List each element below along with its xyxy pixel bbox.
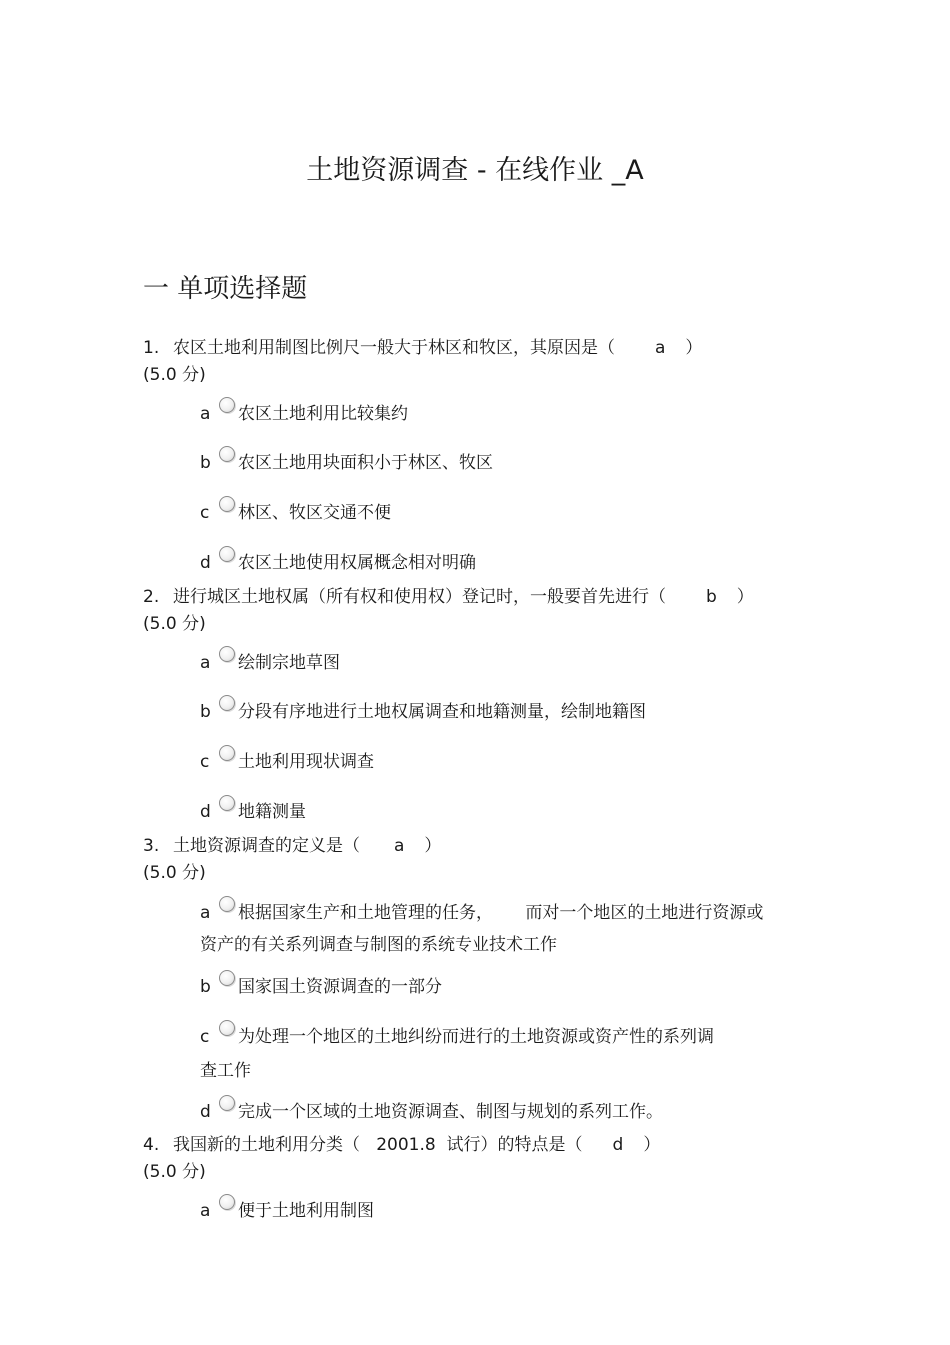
- close-paren: ）: [424, 836, 442, 856]
- question-score: (5.0 分): [143, 365, 206, 385]
- option-letter: a: [200, 653, 211, 673]
- option-3c-continuation: 查工作: [200, 1061, 251, 1081]
- question-text: 土地资源调查的定义是（: [173, 836, 360, 856]
- question-text: 农区土地利用制图比例尺一般大于林区和牧区，其原因是（: [173, 338, 615, 358]
- option-2c[interactable]: [200, 745, 374, 772]
- radio-button[interactable]: [219, 1095, 235, 1111]
- radio-button[interactable]: [219, 745, 235, 761]
- question-score: (5.0 分): [143, 863, 206, 883]
- question-number: 3.: [143, 836, 160, 856]
- question-number: 4.: [143, 1135, 160, 1155]
- close-paren: ）: [643, 1135, 661, 1155]
- option-letter: b: [200, 453, 211, 473]
- question-number: 1.: [143, 338, 160, 358]
- option-text: 农区土地用块面积小于林区、牧区: [238, 453, 493, 473]
- option-3c[interactable]: [200, 1020, 714, 1047]
- radio-button[interactable]: [219, 496, 235, 512]
- option-text: 土地利用现状调查: [238, 752, 374, 772]
- answer-letter: b: [706, 587, 717, 607]
- option-text: 便于土地利用制图: [238, 1201, 374, 1221]
- answer-letter: a: [394, 836, 405, 856]
- option-3a-continuation: 资产的有关系列调查与制图的系统专业技术工作: [200, 935, 557, 955]
- section-heading: 一 单项选择题: [143, 274, 308, 304]
- option-letter: b: [200, 702, 211, 722]
- option-1c[interactable]: [200, 496, 391, 523]
- question-score: (5.0 分): [143, 614, 206, 634]
- option-2d[interactable]: [200, 795, 306, 822]
- option-text: 国家国土资源调查的一部分: [238, 977, 442, 997]
- question-number: 2.: [143, 587, 160, 607]
- radio-button[interactable]: [219, 546, 235, 562]
- question-1: [143, 333, 702, 358]
- close-paren: ）: [736, 587, 754, 607]
- radio-button[interactable]: [219, 646, 235, 662]
- question-score: (5.0 分): [143, 1162, 206, 1182]
- option-letter: a: [200, 903, 211, 923]
- option-3a[interactable]: [200, 896, 763, 923]
- option-text: 农区土地利用比较集约: [238, 404, 408, 424]
- option-text: 农区土地使用权属概念相对明确: [238, 553, 476, 573]
- radio-button[interactable]: [219, 397, 235, 413]
- close-paren: ）: [685, 338, 703, 358]
- option-1a[interactable]: [200, 397, 408, 424]
- option-letter: d: [200, 1102, 211, 1122]
- radio-button[interactable]: [219, 970, 235, 986]
- radio-button[interactable]: [219, 1020, 235, 1036]
- answer-letter: a: [655, 338, 666, 358]
- option-text: 绘制宗地草图: [238, 653, 340, 673]
- page-title: 土地资源调查 - 在线作业 _A: [306, 155, 644, 186]
- option-1d[interactable]: [200, 546, 476, 573]
- answer-letter: d: [612, 1135, 624, 1155]
- option-2a[interactable]: [200, 646, 340, 673]
- radio-button[interactable]: [219, 446, 235, 462]
- radio-button[interactable]: [219, 896, 235, 912]
- option-letter: a: [200, 1201, 211, 1221]
- option-1b[interactable]: [200, 446, 493, 473]
- option-letter: a: [200, 404, 211, 424]
- option-text: 根据国家生产和土地管理的任务， 而对一个地区的土地进行资源或: [238, 903, 764, 923]
- option-letter: c: [200, 1027, 210, 1047]
- option-text: 完成一个区域的土地资源调查、制图与规划的系列工作。: [238, 1102, 663, 1122]
- radio-button[interactable]: [219, 1194, 235, 1210]
- option-text: 为处理一个地区的土地纠纷而进行的土地资源或资产性的系列调: [238, 1027, 714, 1047]
- option-4a[interactable]: [200, 1194, 374, 1221]
- question-4: [143, 1130, 660, 1155]
- option-2b[interactable]: [200, 695, 646, 722]
- option-3b[interactable]: [200, 970, 442, 997]
- option-letter: d: [200, 553, 211, 573]
- option-text: 林区、牧区交通不便: [238, 503, 391, 523]
- option-letter: b: [200, 977, 211, 997]
- option-text: 地籍测量: [238, 802, 306, 822]
- question-3: [143, 831, 441, 856]
- option-letter: d: [200, 802, 211, 822]
- question-2: [143, 582, 754, 607]
- option-text: 分段有序地进行土地权属调查和地籍测量，绘制地籍图: [238, 702, 646, 722]
- option-3d[interactable]: [200, 1095, 663, 1122]
- radio-button[interactable]: [219, 795, 235, 811]
- question-text: 进行城区土地权属（所有权和使用权）登记时，一般要首先进行（: [173, 587, 666, 607]
- question-text: 我国新的土地利用分类（ 2001.8 试行）的特点是（: [173, 1135, 583, 1155]
- option-letter: c: [200, 503, 210, 523]
- option-letter: c: [200, 752, 210, 772]
- radio-button[interactable]: [219, 695, 235, 711]
